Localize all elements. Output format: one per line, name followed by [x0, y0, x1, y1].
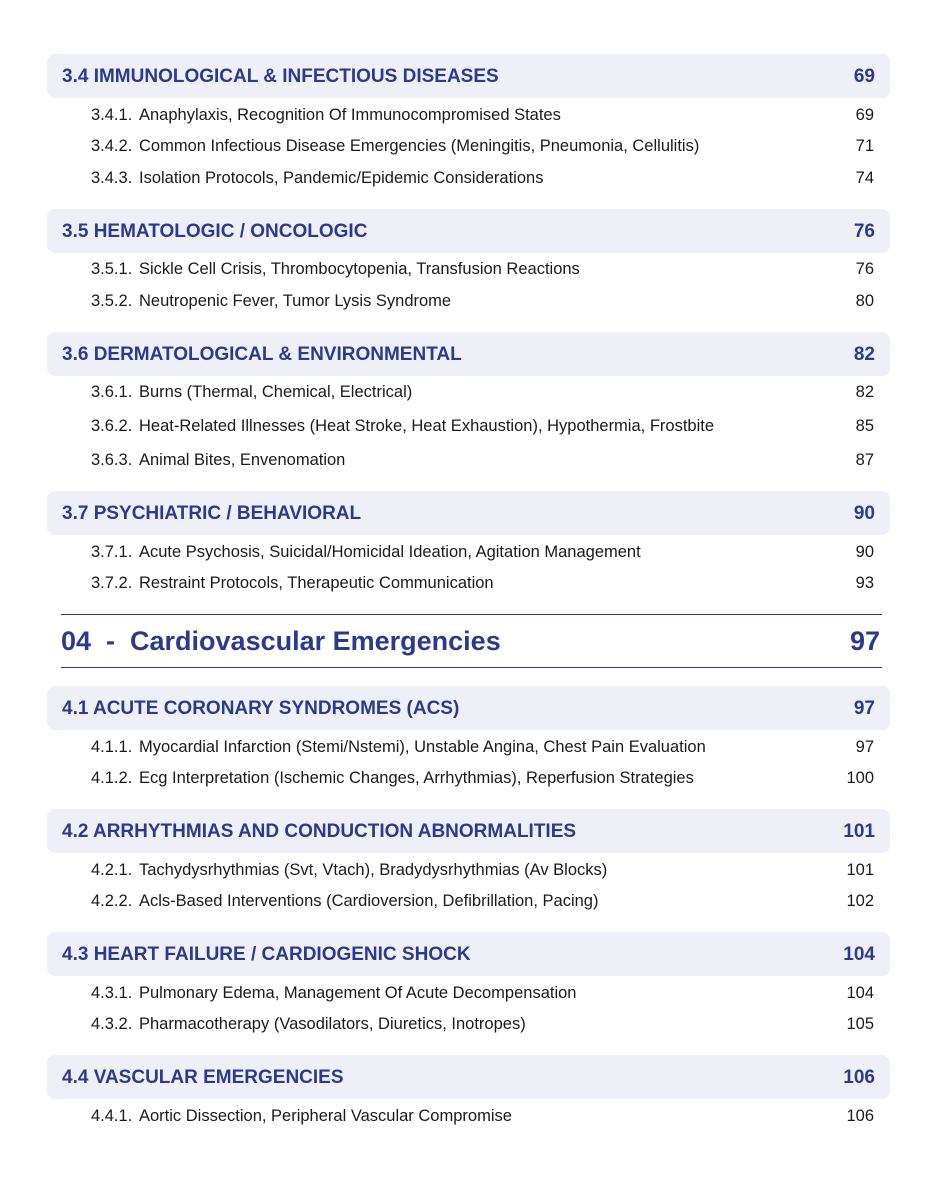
- entry-title: Anaphylaxis, Recognition Of Immunocompromised States: [139, 106, 561, 124]
- entry-number: 3.7.1.: [91, 543, 133, 561]
- entry-number: 3.4.2.: [91, 137, 133, 155]
- section-title: 4.2 ARRHYTHMIAS AND CONDUCTION ABNORMALITIES: [62, 821, 577, 842]
- entry-number: 3.7.2.: [91, 574, 133, 592]
- entry-page: 105: [846, 1015, 874, 1033]
- toc-section-4-4[interactable]: [47, 1055, 890, 1099]
- entry-title: Burns (Thermal, Chemical, Electrical): [139, 383, 413, 401]
- toc-entry[interactable]: [91, 1104, 874, 1128]
- entry-page: 87: [855, 451, 874, 469]
- chapter-title: 04 - Cardiovascular Emergencies: [61, 626, 501, 656]
- section-title: 3.7 PSYCHIATRIC / BEHAVIORAL: [62, 503, 362, 524]
- entry-title: Myocardial Infarction (Stemi/Nstemi), Unstable Angina, Chest Pain Evaluation: [139, 738, 706, 756]
- section-page: 106: [843, 1067, 875, 1088]
- entry-page: 101: [846, 861, 874, 879]
- entry-number: 4.1.2.: [91, 769, 133, 787]
- entry-number: 3.5.1.: [91, 260, 133, 278]
- entry-number: 4.2.1.: [91, 861, 133, 879]
- entry-number: 3.6.3.: [91, 451, 133, 469]
- entry-number: 3.6.2.: [91, 417, 133, 435]
- entry-title: Acute Psychosis, Suicidal/Homicidal Ideation, Agitation Management: [139, 543, 641, 561]
- entry-number: 3.6.1.: [91, 383, 133, 401]
- entry-page: 80: [855, 292, 874, 310]
- entry-page: 93: [855, 574, 874, 592]
- section-page: 82: [853, 344, 875, 365]
- toc-chapter-04[interactable]: [61, 614, 882, 668]
- section-page: 90: [853, 503, 875, 524]
- entry-title: Acls-Based Interventions (Cardioversion, Defibrillation, Pacing): [139, 892, 599, 910]
- entry-number: 4.2.2.: [91, 892, 133, 910]
- entry-page: 71: [855, 137, 874, 155]
- entry-title: Isolation Protocols, Pandemic/Epidemic Considerations: [139, 169, 544, 187]
- toc-section-4-3[interactable]: [47, 932, 890, 976]
- toc-entry[interactable]: [91, 766, 874, 790]
- toc-entry[interactable]: [91, 257, 874, 281]
- entry-number: 4.3.2.: [91, 1015, 133, 1033]
- entry-page: 102: [846, 892, 874, 910]
- entry-title: Aortic Dissection, Peripheral Vascular Compromise: [139, 1107, 512, 1125]
- entry-title: Animal Bites, Envenomation: [139, 451, 346, 469]
- entry-page: 85: [855, 417, 874, 435]
- entry-title: Sickle Cell Crisis, Thrombocytopenia, Transfusion Reactions: [139, 260, 580, 278]
- entry-title: Neutropenic Fever, Tumor Lysis Syndrome: [139, 292, 452, 310]
- toc-entry[interactable]: [91, 289, 874, 313]
- toc-entry[interactable]: [91, 166, 874, 190]
- entry-page: 100: [846, 769, 874, 787]
- entry-number: 3.4.1.: [91, 106, 133, 124]
- toc-entry[interactable]: [91, 134, 874, 158]
- section-page: 69: [853, 66, 875, 87]
- entry-page: 97: [855, 738, 874, 756]
- toc-section-3-5[interactable]: [47, 209, 890, 253]
- toc-section-3-7[interactable]: [47, 491, 890, 535]
- section-title: 3.5 HEMATOLOGIC / ONCOLOGIC: [62, 221, 368, 242]
- section-page: 101: [843, 821, 875, 842]
- entry-title: Tachydysrhythmias (Svt, Vtach), Bradydysrhythmias (Av Blocks): [139, 861, 608, 879]
- entry-number: 3.4.3.: [91, 169, 133, 187]
- toc-entry[interactable]: [91, 103, 874, 127]
- entry-page: 69: [855, 106, 874, 124]
- toc-entry[interactable]: [91, 735, 874, 759]
- entry-number: 4.1.1.: [91, 738, 133, 756]
- section-page: 76: [853, 221, 875, 242]
- entry-page: 74: [855, 169, 874, 187]
- entry-number: 4.4.1.: [91, 1107, 133, 1125]
- toc-entry[interactable]: [91, 889, 874, 913]
- section-page: 104: [843, 944, 875, 965]
- toc-entry[interactable]: [91, 571, 874, 595]
- entry-page: 76: [855, 260, 874, 278]
- section-title: 3.4 IMMUNOLOGICAL & INFECTIOUS DISEASES: [62, 66, 499, 87]
- toc-entry[interactable]: [91, 858, 874, 882]
- entry-number: 3.5.2.: [91, 292, 133, 310]
- entry-title: Common Infectious Disease Emergencies (Meningitis, Pneumonia, Cellulitis): [139, 137, 700, 155]
- section-title: 4.4 VASCULAR EMERGENCIES: [62, 1067, 344, 1088]
- entry-title: Pulmonary Edema, Management Of Acute Decompensation: [139, 984, 577, 1002]
- toc-entry[interactable]: [91, 414, 874, 438]
- toc-entry[interactable]: [91, 981, 874, 1005]
- toc-section-4-1[interactable]: [47, 686, 890, 730]
- entry-title: Pharmacotherapy (Vasodilators, Diuretics, Inotropes): [139, 1015, 526, 1033]
- toc-section-3-6[interactable]: [47, 332, 890, 376]
- entry-number: 4.3.1.: [91, 984, 133, 1002]
- entry-title: Restraint Protocols, Therapeutic Communication: [139, 574, 494, 592]
- section-page: 97: [853, 698, 875, 719]
- section-title: 4.1 ACUTE CORONARY SYNDROMES (ACS): [62, 698, 460, 719]
- chapter-page: 97: [849, 626, 880, 656]
- section-title: 3.6 DERMATOLOGICAL & ENVIRONMENTAL: [62, 344, 462, 365]
- toc-entry[interactable]: [91, 540, 874, 564]
- toc-entry[interactable]: [91, 448, 874, 472]
- entry-page: 104: [846, 984, 874, 1002]
- toc-section-4-2[interactable]: [47, 809, 890, 853]
- entry-title: Ecg Interpretation (Ischemic Changes, Arrhythmias), Reperfusion Strategies: [139, 769, 694, 787]
- toc-section-3-4[interactable]: [47, 54, 890, 98]
- toc-entry[interactable]: [91, 1012, 874, 1036]
- section-title: 4.3 HEART FAILURE / CARDIOGENIC SHOCK: [62, 944, 471, 965]
- entry-page: 106: [846, 1107, 874, 1125]
- entry-page: 82: [855, 383, 874, 401]
- entry-title: Heat-Related Illnesses (Heat Stroke, Heat Exhaustion), Hypothermia, Frostbite: [139, 417, 715, 435]
- entry-page: 90: [855, 543, 874, 561]
- toc-entry[interactable]: [91, 380, 874, 404]
